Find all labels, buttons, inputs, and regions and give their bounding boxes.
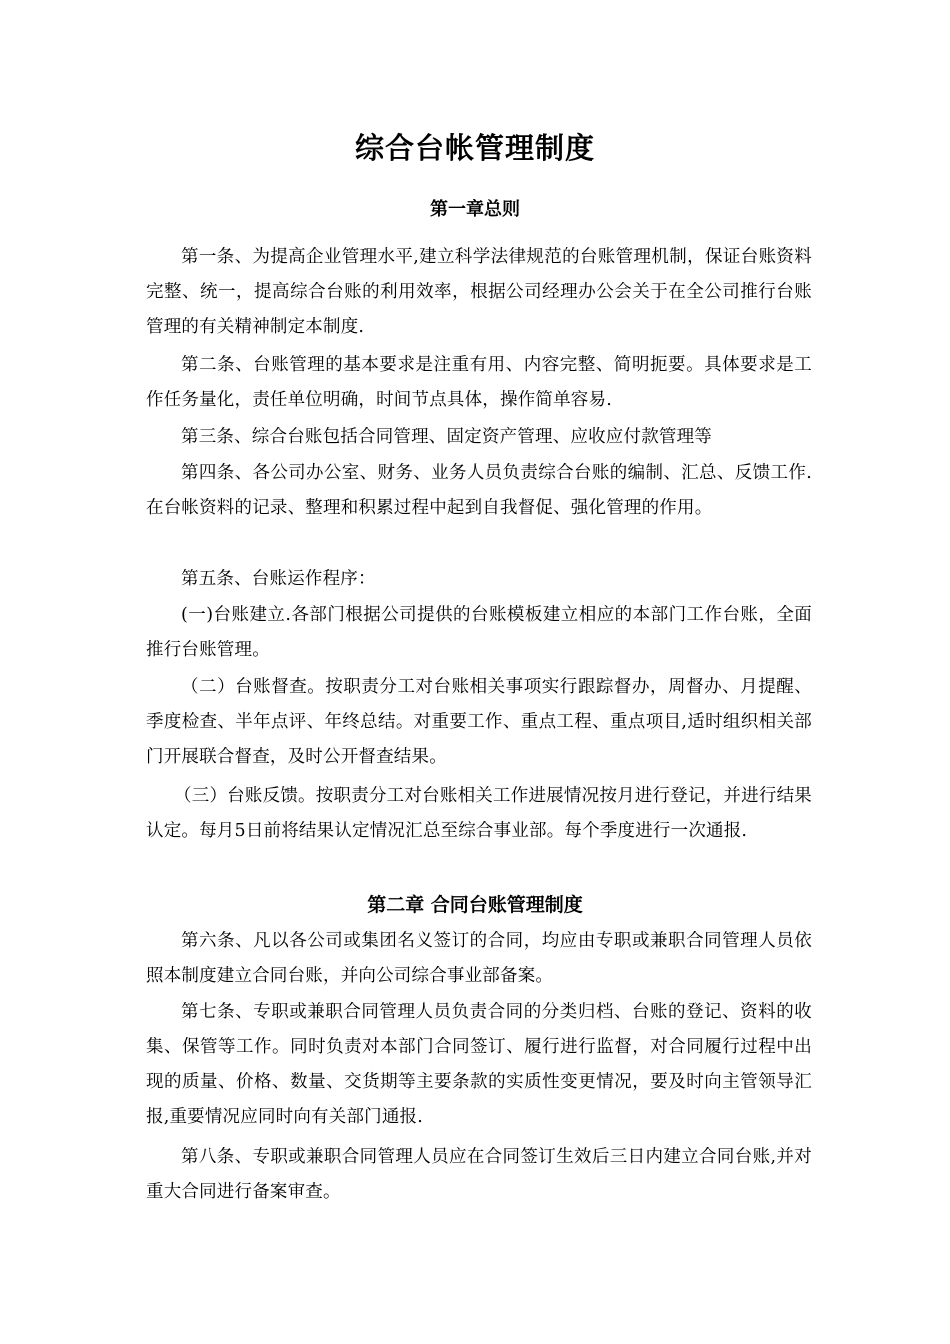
article-5-item-1: (一)台账建立.各部门根据公司提供的台账模板建立相应的本部门工作台账，全面推行台账管理。 xyxy=(146,605,812,660)
document-title: 综合台帐管理制度 xyxy=(354,131,595,165)
article-5: 第五条、台账运作程序： xyxy=(181,569,376,589)
article-1: 第一条、为提高企业管理水平,建立科学法律规范的台账管理机制，保证台账资料完整、统一，提高综合台账的利用效率，根据公司经理办公会关于在全公司推行台账管理的有关精神制定本制度. xyxy=(146,247,812,337)
article-4: 第四条、各公司办公室、财务、业务人员负责综合台账的编制、汇总、反馈工作.在台帐资料的记录、整理和积累过程中起到自我督促、强化管理的作用。 xyxy=(146,463,812,518)
article-8: 第八条、专职或兼职合同管理人员应在合同签订生效后三日内建立合同台账,并对重大合同进行备案审查。 xyxy=(146,1147,812,1202)
article-5-item-2: （二）台账督查。按职责分工对台账相关事项实行跟踪督办，周督办、月提醒、季度检查、半年点评、年终总结。对重要工作、重点工程、重点项目,适时组织相关部门开展联合督查，及时公开督查结果。 xyxy=(146,677,812,767)
article-3: 第三条、综合台账包括合同管理、固定资产管理、应收应付款管理等 xyxy=(181,427,712,447)
chapter-2-heading: 第二章 合同台账管理制度 xyxy=(367,894,583,916)
article-2: 第二条、台账管理的基本要求是注重有用、内容完整、简明扼要。具体要求是工作任务量化，责任单位明确，时间节点具体，操作简单容易. xyxy=(146,355,812,410)
chapter-1-heading: 第一章总则 xyxy=(430,199,520,220)
article-5-item-3: （三）台账反馈。按职责分工对台账相关工作进展情况按月进行登记，并进行结果认定。每月5日前将结果认定情况汇总至综合事业部。每个季度进行一次通报. xyxy=(146,786,812,841)
article-6: 第六条、凡以各公司或集团名义签订的合同，均应由专职或兼职合同管理人员依照本制度建立合同台账，并向公司综合事业部备案。 xyxy=(146,931,812,986)
article-7: 第七条、专职或兼职合同管理人员负责合同的分类归档、台账的登记、资料的收集、保管等工作。同时负责对本部门合同签订、履行进行监督，对合同履行过程中出现的质量、价格、数量、交货期等主要条款的实质性变更情况，要及时向主管领导汇报,重要情况应同时向有关部门通报. xyxy=(146,1002,812,1127)
